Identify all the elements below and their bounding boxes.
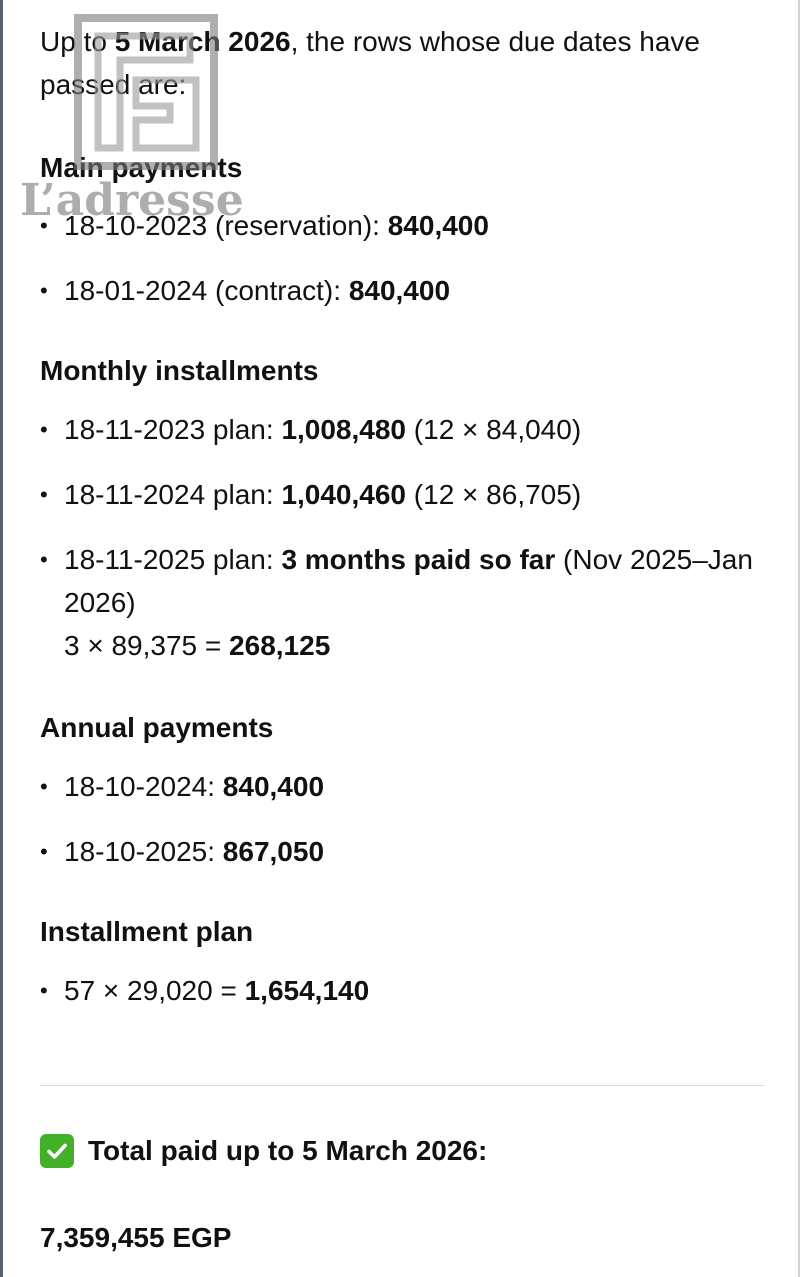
section-divider — [40, 1085, 764, 1086]
section-title-monthly-installments: Monthly installments — [40, 355, 319, 386]
installment-plan-list — [40, 969, 770, 1012]
item-calculation — [64, 624, 770, 667]
section-title-annual-payments: Annual payments — [40, 712, 274, 743]
item-amount: 1,008,480 — [281, 414, 407, 445]
main-payments-list — [40, 204, 770, 312]
item-amount: 3 months paid so far — [281, 544, 556, 575]
item-note: (12 × 86,705) — [406, 479, 582, 510]
watermark-text: L’adresse — [20, 175, 244, 226]
item-label: 18-10-2025: — [64, 836, 223, 867]
item-label: 18-11-2023 plan: — [64, 414, 282, 445]
intro-date: 5 March 2026 — [114, 26, 291, 57]
calc-result: 268,125 — [229, 630, 331, 661]
intro-text — [40, 20, 740, 106]
list-item — [40, 830, 770, 873]
section-title-main-payments: Main payments — [40, 152, 243, 183]
item-label: 18-11-2024 plan: — [64, 479, 282, 510]
item-note: (Nov 2025–Jan 2026) — [64, 544, 753, 618]
item-amount: 840,400 — [222, 771, 325, 802]
list-item — [40, 408, 770, 451]
list-item — [40, 269, 770, 312]
item-label: 18-10-2024: — [64, 771, 223, 802]
list-item — [40, 538, 770, 667]
intro-prefix: Up to — [40, 26, 115, 57]
total-label: Total paid up to 5 March 2026: — [88, 1135, 488, 1166]
item-note: (12 × 84,040) — [406, 414, 582, 445]
intro-suffix: , the rows whose due dates have passed are: — [40, 26, 700, 100]
item-amount: 840,400 — [387, 210, 489, 241]
item-label: 18-11-2025 plan: — [64, 544, 282, 575]
monthly-installments-list — [40, 408, 770, 667]
list-item — [40, 765, 770, 808]
item-amount: 1,040,460 — [281, 479, 407, 510]
window-left-edge — [0, 0, 3, 1277]
total-row — [40, 1134, 487, 1168]
item-amount: 1,654,140 — [244, 975, 370, 1006]
item-label: 18-10-2023 (reservation): — [64, 210, 388, 241]
item-amount: 867,050 — [222, 836, 325, 867]
item-label: 18-01-2024 (contract): — [64, 275, 349, 306]
list-item — [40, 473, 770, 516]
annual-payments-list — [40, 765, 770, 873]
message-content — [40, 20, 770, 1012]
section-title-installment-plan: Installment plan — [40, 916, 254, 947]
calc-prefix: 3 × 89,375 = — [64, 630, 230, 661]
item-amount: 840,400 — [348, 275, 451, 306]
check-mark-icon — [40, 1134, 74, 1168]
list-item — [40, 969, 770, 1012]
list-item — [40, 204, 770, 247]
total-amount: 7,359,455 EGP — [40, 1222, 232, 1253]
item-label: 57 × 29,020 = — [64, 975, 245, 1006]
